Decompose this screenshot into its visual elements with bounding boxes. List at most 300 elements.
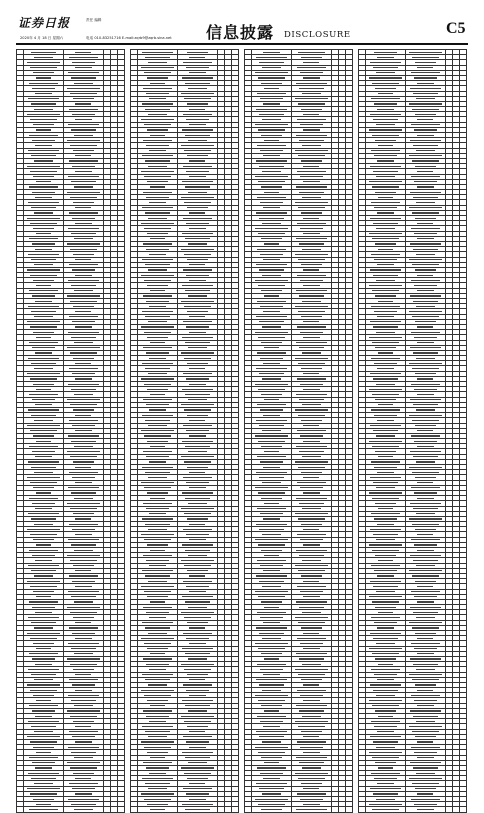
text-placeholder-bar	[188, 295, 207, 296]
text-placeholder-bar	[144, 280, 171, 281]
text-placeholder-bar	[75, 103, 90, 104]
text-placeholder-bar	[142, 415, 173, 416]
text-placeholder-bar	[73, 254, 94, 255]
text-placeholder-bar	[370, 477, 401, 478]
text-placeholder-bar	[75, 534, 92, 535]
text-placeholder-bar	[303, 62, 318, 63]
text-placeholder-bar	[145, 316, 170, 317]
text-placeholder-bar	[303, 218, 318, 219]
text-placeholder-bar	[375, 399, 396, 400]
text-placeholder-bar	[34, 420, 53, 421]
text-placeholder-bar	[302, 560, 321, 561]
text-placeholder-bar	[71, 492, 96, 493]
text-placeholder-bar	[33, 643, 54, 644]
text-placeholder-bar	[147, 700, 168, 701]
text-placeholder-bar	[32, 658, 55, 659]
text-placeholder-bar	[71, 544, 96, 545]
text-placeholder-bar	[262, 119, 281, 120]
text-placeholder-bar	[295, 202, 328, 203]
text-placeholder-bar	[374, 570, 397, 571]
text-placeholder-bar	[150, 705, 165, 706]
text-placeholder-bar	[370, 114, 401, 115]
text-placeholder-bar	[369, 596, 402, 597]
text-placeholder-bar	[150, 135, 165, 136]
text-placeholder-bar	[260, 461, 283, 462]
text-placeholder-bar	[256, 783, 287, 784]
text-placeholder-bar	[296, 342, 327, 343]
text-placeholder-bar	[303, 492, 320, 493]
text-placeholder-bar	[32, 607, 55, 608]
text-placeholder-bar	[413, 456, 438, 457]
text-placeholder-bar	[300, 539, 323, 540]
text-placeholder-bar	[75, 67, 92, 68]
text-placeholder-bar	[147, 596, 168, 597]
text-placeholder-bar	[415, 166, 436, 167]
text-placeholder-bar	[34, 212, 53, 213]
text-placeholder-bar	[73, 461, 94, 462]
text-placeholder-bar	[29, 601, 58, 602]
text-placeholder-bar	[149, 461, 166, 462]
text-placeholder-bar	[263, 778, 280, 779]
text-placeholder-bar	[412, 472, 439, 473]
text-placeholder-bar	[150, 290, 165, 291]
text-placeholder-bar	[416, 150, 435, 151]
text-placeholder-bar	[30, 534, 57, 535]
text-placeholder-bar	[184, 461, 211, 462]
text-placeholder-bar	[411, 539, 440, 540]
text-placeholder-bar	[409, 155, 442, 156]
text-placeholder-bar	[410, 451, 441, 452]
text-placeholder-bar	[188, 451, 207, 452]
text-placeholder-bar	[189, 695, 206, 696]
text-placeholder-bar	[71, 181, 96, 182]
text-placeholder-bar	[376, 435, 395, 436]
text-placeholder-bar	[33, 591, 54, 592]
text-placeholder-bar	[375, 347, 396, 348]
text-placeholder-bar	[377, 264, 394, 265]
text-placeholder-bar	[411, 435, 440, 436]
text-placeholder-bar	[73, 306, 94, 307]
section-title-english: DISCLOSURE	[284, 30, 351, 40]
text-placeholder-bar	[416, 202, 435, 203]
text-placeholder-bar	[259, 218, 284, 219]
text-placeholder-bar	[256, 731, 287, 732]
text-placeholder-bar	[378, 612, 393, 613]
text-placeholder-bar	[27, 218, 60, 219]
text-placeholder-bar	[188, 710, 207, 711]
text-placeholder-bar	[370, 529, 401, 530]
text-placeholder-bar	[299, 658, 324, 659]
text-placeholder-bar	[189, 420, 204, 421]
text-placeholder-bar	[376, 384, 395, 385]
text-placeholder-bar	[74, 186, 93, 187]
text-placeholder-bar	[144, 539, 171, 540]
text-placeholder-bar	[297, 534, 326, 535]
text-placeholder-bar	[145, 627, 170, 628]
text-placeholder-bar	[75, 674, 90, 675]
newspaper-logo: 证券日报	[18, 16, 71, 30]
text-placeholder-bar	[376, 228, 395, 229]
text-placeholder-bar	[413, 93, 438, 94]
text-placeholder-bar	[71, 648, 96, 649]
text-placeholder-bar	[264, 555, 279, 556]
text-placeholder-bar	[186, 275, 209, 276]
text-placeholder-bar	[75, 586, 92, 587]
text-placeholder-bar	[183, 218, 212, 219]
text-placeholder-bar	[302, 612, 321, 613]
text-placeholder-bar	[36, 77, 51, 78]
text-placeholder-bar	[181, 767, 214, 768]
text-placeholder-bar	[409, 415, 442, 416]
text-placeholder-bar	[416, 358, 435, 359]
text-placeholder-bar	[187, 467, 208, 468]
text-placeholder-bar	[149, 565, 166, 566]
text-placeholder-bar	[264, 658, 279, 659]
text-placeholder-bar	[74, 394, 93, 395]
text-placeholder-bar	[70, 560, 97, 561]
text-placeholder-bar	[258, 389, 285, 390]
disclosure-table	[244, 49, 353, 813]
text-placeholder-bar	[28, 773, 59, 774]
text-placeholder-bar	[72, 477, 95, 478]
text-placeholder-bar	[144, 747, 171, 748]
text-placeholder-bar	[296, 757, 327, 758]
text-placeholder-bar	[259, 477, 284, 478]
text-placeholder-bar	[412, 627, 439, 628]
text-placeholder-bar	[68, 280, 99, 281]
text-placeholder-bar	[295, 617, 328, 618]
text-placeholder-bar	[373, 482, 398, 483]
text-placeholder-bar	[373, 67, 398, 68]
text-placeholder-bar	[369, 233, 402, 234]
text-placeholder-bar	[258, 441, 285, 442]
text-placeholder-bar	[296, 446, 327, 447]
text-placeholder-bar	[300, 747, 323, 748]
text-placeholder-bar	[69, 420, 98, 421]
text-placeholder-bar	[183, 529, 212, 530]
text-placeholder-bar	[297, 482, 326, 483]
text-placeholder-bar	[255, 435, 288, 436]
text-placeholder-bar	[67, 192, 100, 193]
text-placeholder-bar	[27, 321, 60, 322]
text-placeholder-bar	[300, 487, 323, 488]
text-placeholder-bar	[374, 415, 397, 416]
text-placeholder-bar	[147, 337, 168, 338]
text-placeholder-bar	[414, 233, 437, 234]
text-placeholder-bar	[36, 285, 51, 286]
table-cell	[17, 807, 24, 812]
text-placeholder-bar	[262, 793, 281, 794]
text-placeholder-bar	[73, 98, 94, 99]
text-placeholder-bar	[32, 451, 55, 452]
text-placeholder-bar	[34, 368, 53, 369]
text-placeholder-bar	[34, 109, 53, 110]
text-placeholder-bar	[189, 332, 206, 333]
text-placeholder-bar	[413, 508, 438, 509]
text-placeholder-bar	[142, 726, 173, 727]
text-placeholder-bar	[143, 658, 172, 659]
text-placeholder-bar	[33, 539, 54, 540]
text-placeholder-bar	[148, 581, 167, 582]
text-placeholder-bar	[373, 378, 398, 379]
text-placeholder-bar	[187, 259, 208, 260]
text-placeholder-bar	[302, 352, 321, 353]
text-placeholder-bar	[188, 607, 207, 608]
text-placeholder-bar	[31, 207, 56, 208]
text-placeholder-bar	[148, 736, 167, 737]
text-placeholder-bar	[69, 627, 98, 628]
text-placeholder-bar	[189, 539, 206, 540]
text-placeholder-bar	[299, 555, 324, 556]
text-placeholder-bar	[186, 741, 209, 742]
text-placeholder-bar	[301, 472, 322, 473]
text-placeholder-bar	[298, 778, 325, 779]
text-placeholder-bar	[149, 150, 166, 151]
text-placeholder-bar	[377, 57, 394, 58]
text-placeholder-bar	[144, 228, 171, 229]
text-placeholder-bar	[410, 192, 441, 193]
text-placeholder-bar	[148, 321, 167, 322]
text-placeholder-bar	[301, 731, 322, 732]
text-placeholder-bar	[260, 617, 283, 618]
text-placeholder-bar	[74, 135, 93, 136]
text-placeholder-bar	[186, 326, 209, 327]
text-placeholder-bar	[261, 186, 282, 187]
text-placeholder-bar	[303, 804, 320, 805]
text-placeholder-bar	[302, 767, 321, 768]
text-placeholder-bar	[150, 238, 165, 239]
text-placeholder-bar	[412, 420, 439, 421]
text-placeholder-bar	[75, 467, 90, 468]
text-placeholder-bar	[36, 233, 51, 234]
text-placeholder-bar	[375, 88, 396, 89]
text-placeholder-bar	[141, 67, 174, 68]
text-placeholder-bar	[145, 420, 170, 421]
text-placeholder-bar	[184, 202, 211, 203]
text-placeholder-bar	[75, 378, 92, 379]
table-cell	[63, 807, 103, 812]
text-placeholder-bar	[147, 648, 168, 649]
text-placeholder-bar	[370, 166, 401, 167]
text-placeholder-bar	[297, 586, 326, 587]
text-placeholder-bar	[369, 389, 402, 390]
text-placeholder-bar	[296, 135, 327, 136]
text-placeholder-bar	[410, 140, 441, 141]
text-placeholder-bar	[303, 441, 320, 442]
text-placeholder-bar	[142, 622, 173, 623]
text-placeholder-bar	[74, 83, 93, 84]
text-placeholder-bar	[71, 389, 96, 390]
text-placeholder-bar	[72, 736, 95, 737]
text-placeholder-bar	[411, 124, 440, 125]
text-placeholder-bar	[375, 555, 396, 556]
text-placeholder-bar	[185, 601, 210, 602]
text-placeholder-bar	[302, 664, 321, 665]
text-placeholder-bar	[71, 700, 96, 701]
text-placeholder-bar	[374, 103, 397, 104]
text-placeholder-bar	[297, 690, 326, 691]
text-placeholder-bar	[147, 544, 168, 545]
text-placeholder-bar	[256, 316, 287, 317]
text-placeholder-bar	[187, 363, 208, 364]
text-placeholder-bar	[75, 430, 92, 431]
text-placeholder-bar	[371, 513, 400, 514]
text-placeholder-bar	[258, 700, 285, 701]
text-placeholder-bar	[31, 674, 56, 675]
text-placeholder-bar	[297, 378, 326, 379]
text-placeholder-bar	[297, 741, 326, 742]
text-placeholder-bar	[148, 62, 167, 63]
text-placeholder-bar	[71, 337, 96, 338]
text-placeholder-bar	[181, 301, 214, 302]
text-placeholder-bar	[373, 586, 398, 587]
text-placeholder-bar	[72, 373, 95, 374]
text-placeholder-bar	[414, 441, 437, 442]
text-placeholder-bar	[36, 181, 51, 182]
table-cell	[231, 807, 238, 812]
text-placeholder-bar	[263, 155, 280, 156]
text-placeholder-bar	[299, 762, 324, 763]
text-placeholder-bar	[67, 710, 100, 711]
text-placeholder-bar	[73, 513, 94, 514]
text-placeholder-bar	[187, 622, 208, 623]
text-placeholder-bar	[189, 747, 206, 748]
text-placeholder-bar	[372, 446, 399, 447]
text-placeholder-bar	[141, 430, 174, 431]
text-placeholder-bar	[257, 560, 286, 561]
text-placeholder-bar	[149, 773, 166, 774]
text-placeholder-bar	[28, 669, 59, 670]
text-placeholder-bar	[300, 799, 323, 800]
text-placeholder-bar	[258, 752, 285, 753]
text-placeholder-bar	[369, 129, 402, 130]
text-placeholder-bar	[296, 290, 327, 291]
text-placeholder-bar	[71, 285, 96, 286]
text-placeholder-bar	[300, 280, 323, 281]
text-placeholder-bar	[184, 721, 211, 722]
text-placeholder-bar	[70, 767, 97, 768]
text-placeholder-bar	[189, 384, 206, 385]
text-placeholder-bar	[182, 544, 213, 545]
text-placeholder-bar	[28, 98, 59, 99]
text-placeholder-bar	[417, 378, 432, 379]
text-placeholder-bar	[296, 601, 327, 602]
text-placeholder-bar	[185, 238, 210, 239]
text-placeholder-bar	[145, 472, 170, 473]
text-placeholder-bar	[70, 145, 97, 146]
page-number: C5	[446, 20, 466, 37]
text-placeholder-bar	[35, 145, 52, 146]
text-placeholder-bar	[28, 358, 59, 359]
text-placeholder-bar	[375, 295, 396, 296]
text-placeholder-bar	[145, 264, 170, 265]
text-placeholder-bar	[263, 363, 280, 364]
text-placeholder-bar	[257, 767, 286, 768]
text-placeholder-bar	[148, 269, 167, 270]
text-placeholder-bar	[417, 326, 432, 327]
text-placeholder-bar	[410, 243, 441, 244]
text-placeholder-bar	[145, 679, 170, 680]
text-placeholder-bar	[376, 539, 395, 540]
text-placeholder-bar	[30, 430, 57, 431]
text-placeholder-bar	[183, 114, 212, 115]
text-placeholder-bar	[255, 332, 288, 333]
text-placeholder-bar	[148, 114, 167, 115]
text-placeholder-bar	[298, 363, 325, 364]
text-placeholder-bar	[183, 684, 212, 685]
text-placeholder-bar	[189, 731, 204, 732]
text-placeholder-bar	[303, 736, 318, 737]
text-placeholder-bar	[74, 705, 93, 706]
text-placeholder-bar	[411, 487, 440, 488]
text-placeholder-bar	[378, 560, 393, 561]
text-placeholder-bar	[28, 617, 59, 618]
text-placeholder-bar	[36, 337, 51, 338]
table-column	[130, 49, 239, 681]
text-placeholder-bar	[187, 103, 208, 104]
text-placeholder-bar	[258, 337, 285, 338]
text-placeholder-bar	[303, 596, 320, 597]
text-placeholder-bar	[296, 550, 327, 551]
text-placeholder-bar	[185, 394, 210, 395]
text-placeholder-bar	[298, 155, 325, 156]
text-placeholder-bar	[29, 83, 58, 84]
text-placeholder-bar	[259, 529, 284, 530]
text-placeholder-bar	[303, 269, 318, 270]
text-placeholder-bar	[185, 705, 210, 706]
text-placeholder-bar	[71, 752, 96, 753]
text-placeholder-bar	[414, 337, 437, 338]
text-placeholder-bar	[376, 124, 395, 125]
text-placeholder-bar	[417, 135, 434, 136]
text-placeholder-bar	[181, 145, 214, 146]
table-cell	[110, 807, 117, 812]
text-placeholder-bar	[145, 160, 170, 161]
text-placeholder-bar	[416, 513, 435, 514]
text-placeholder-bar	[32, 762, 55, 763]
text-placeholder-bar	[417, 275, 432, 276]
table-cell	[252, 807, 292, 812]
text-placeholder-bar	[303, 752, 320, 753]
text-placeholder-bar	[261, 498, 282, 499]
text-placeholder-bar	[187, 207, 208, 208]
text-placeholder-bar	[74, 446, 93, 447]
text-placeholder-bar	[149, 409, 166, 410]
text-placeholder-bar	[303, 684, 318, 685]
text-placeholder-bar	[413, 404, 438, 405]
text-placeholder-bar	[182, 648, 213, 649]
text-placeholder-bar	[378, 145, 393, 146]
text-placeholder-bar	[411, 332, 440, 333]
text-placeholder-bar	[371, 461, 400, 462]
text-placeholder-bar	[377, 316, 394, 317]
text-placeholder-bar	[27, 114, 60, 115]
text-placeholder-bar	[300, 384, 323, 385]
text-placeholder-bar	[30, 378, 57, 379]
text-placeholder-bar	[302, 249, 321, 250]
text-placeholder-bar	[373, 275, 398, 276]
text-placeholder-bar	[35, 93, 52, 94]
text-placeholder-bar	[414, 77, 437, 78]
text-placeholder-bar	[142, 259, 173, 260]
text-placeholder-bar	[417, 550, 434, 551]
text-placeholder-bar	[33, 72, 54, 73]
text-placeholder-bar	[73, 202, 94, 203]
table-cell	[331, 807, 338, 812]
text-placeholder-bar	[28, 254, 59, 255]
text-placeholder-bar	[189, 643, 206, 644]
text-placeholder-bar	[417, 67, 432, 68]
